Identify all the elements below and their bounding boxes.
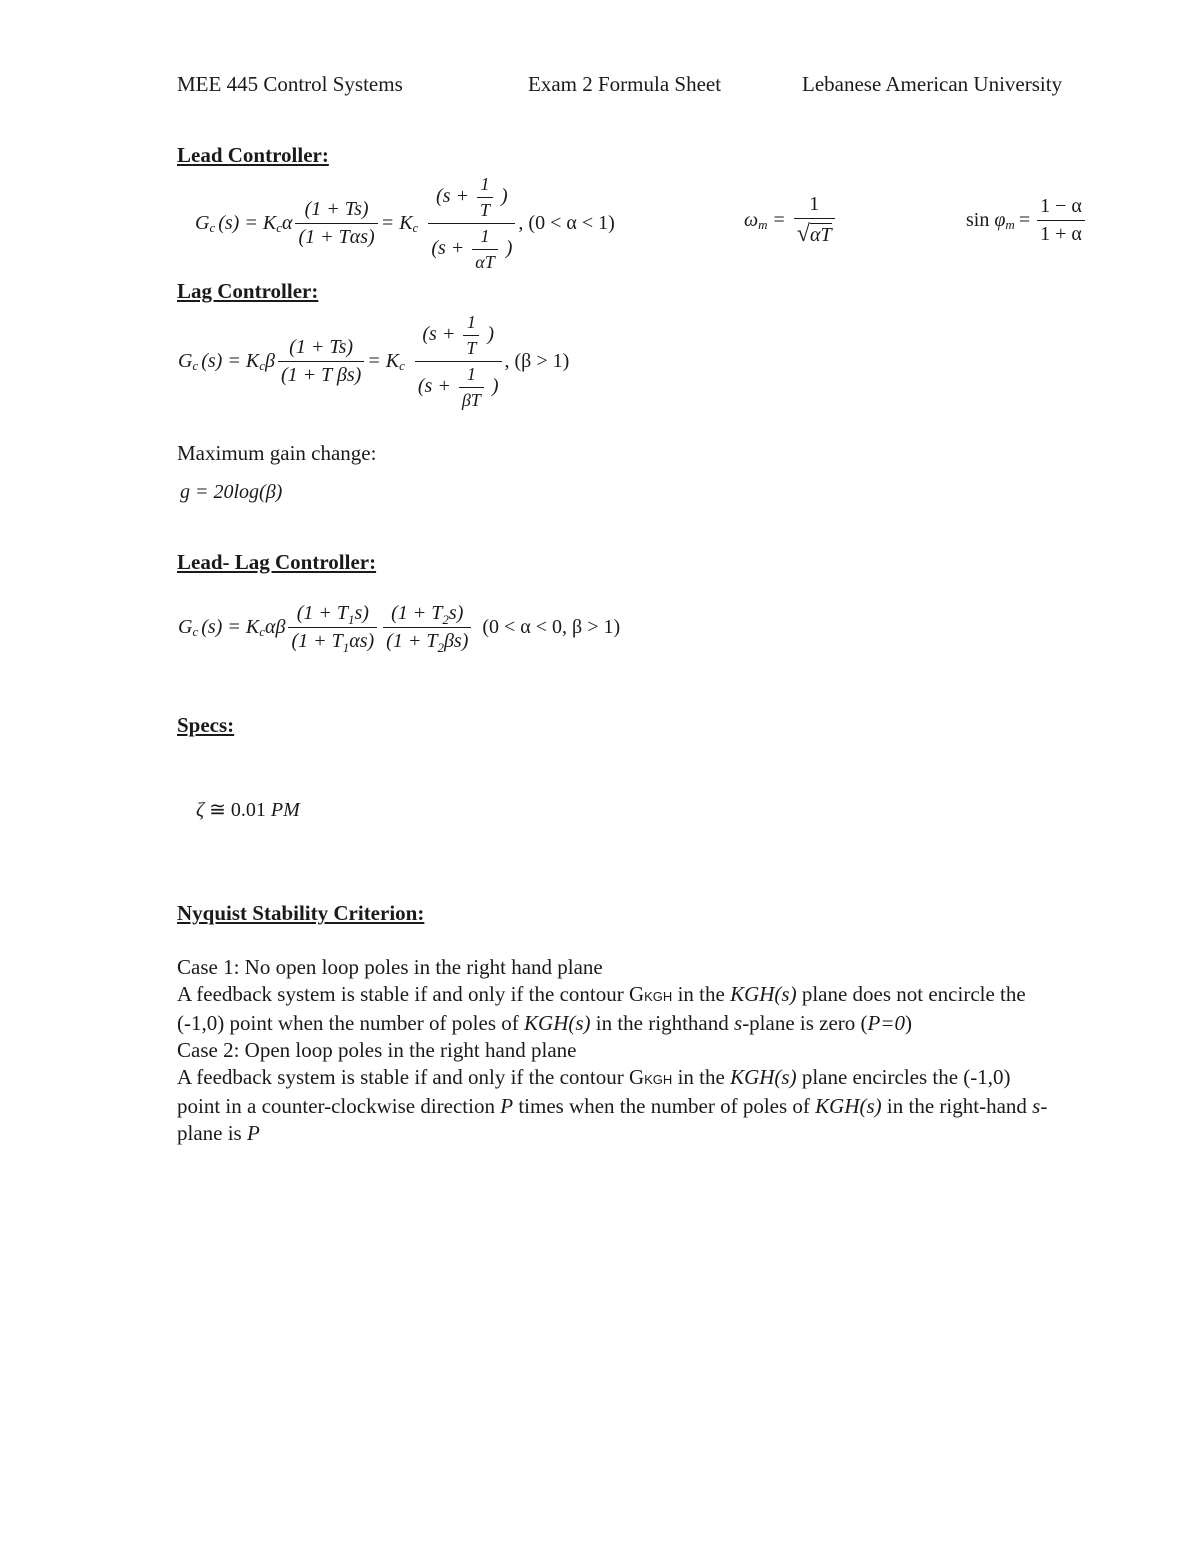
ll-num1-sub: 1	[347, 611, 355, 627]
case1-title: Case 1: No open loop poles in the right hand plane	[177, 955, 603, 979]
header-university: Lebanese American University	[802, 72, 1063, 96]
sin-text: sin	[966, 208, 990, 231]
leadlag-s-arg: (s) = K	[201, 615, 260, 638]
lead-den2-open: (s +	[431, 236, 465, 259]
omega-den: αT	[809, 223, 832, 246]
case2-kgh-2: KGH(s)	[815, 1094, 882, 1118]
lead-num2	[428, 174, 515, 223]
sin-fraction	[1037, 195, 1085, 246]
lead-gc-sub: c	[209, 220, 216, 235]
case2-a: A feedback system is stable if and only if the contour G	[177, 1065, 645, 1089]
sin-num: 1 − α	[1040, 194, 1082, 217]
case2-kgh-sub: KGH	[644, 1072, 673, 1087]
omega-eq: =	[773, 208, 785, 231]
lag-formula	[178, 306, 569, 416]
lead-condition: , (0 < α < 1)	[518, 211, 615, 234]
case2-p-end: P	[246, 1121, 260, 1145]
specs-pm: PM	[265, 799, 300, 821]
lead-kc-sub: c	[276, 220, 282, 235]
specs-heading: Specs:	[177, 713, 235, 737]
lead-num2-one: 1	[480, 173, 490, 194]
lead-sin-phi	[966, 190, 1088, 250]
case2-kgh: KGH(s)	[730, 1065, 797, 1089]
lag-den2-inner	[459, 364, 484, 411]
lag-fraction-2	[415, 312, 502, 411]
leadlag-fraction-2	[383, 602, 471, 653]
sin-eq: =	[1018, 208, 1031, 231]
ll-den2-sub: 2	[437, 639, 444, 655]
case1-s: s	[734, 1011, 743, 1035]
phi-sub: m	[1005, 217, 1015, 232]
lead-num2-inner	[477, 174, 493, 221]
ll-num1-end: s)	[354, 601, 369, 624]
lag-beta: β	[264, 349, 275, 372]
lag-den2-open: (s +	[417, 374, 451, 397]
lag-num2-T: T	[463, 335, 479, 359]
case1-p0: P=0	[867, 1011, 906, 1035]
lead-eq-k: = K	[380, 211, 413, 234]
case1-text	[177, 981, 1057, 1037]
lag-den1: (1 + T βs)	[278, 361, 364, 387]
case1-d: in the righthand	[590, 1011, 734, 1035]
lag-s-arg: (s) = K	[201, 349, 260, 372]
case1-a: A feedback system is stable if and only if the contour G	[177, 982, 645, 1006]
lead-num2-close: )	[501, 184, 508, 207]
ll-den2: (1 + T	[386, 629, 438, 652]
leadlag-kc-sub: c	[259, 624, 265, 639]
nyquist-heading: Nyquist Stability Criterion:	[177, 901, 425, 925]
nyquist-body	[177, 954, 1057, 1147]
ll-den2-end: βs)	[443, 629, 469, 652]
lead-s-arg: (s) = K	[218, 211, 277, 234]
lead-den1: (1 + Tαs)	[295, 223, 377, 249]
ll-den1-end: αs)	[349, 629, 375, 652]
ll-den1-sub: 1	[342, 639, 350, 655]
specs-approx: ≅ 0.01	[204, 799, 266, 821]
lead-num1: (1 + Ts)	[304, 197, 369, 220]
ll-num1: (1 + T	[296, 601, 348, 624]
lead-alpha: α	[281, 211, 293, 234]
case2-e: in the right-hand	[881, 1094, 1033, 1118]
case2-d: times when the number of poles of	[513, 1094, 816, 1118]
lead-den2-close: )	[505, 236, 513, 259]
lag-num2	[415, 312, 502, 361]
leadlag-formula	[178, 592, 620, 662]
leadlag-heading: Lead- Lag Controller:	[177, 550, 377, 574]
lead-num2-open: (s +	[436, 184, 469, 207]
lag-num2-inner	[463, 312, 479, 359]
sin-den: 1 + α	[1037, 220, 1085, 246]
lag-kc-sub: c	[259, 358, 265, 373]
lead-formula	[195, 168, 615, 278]
ll-num2: (1 + T	[391, 601, 443, 624]
case2-p: P	[500, 1094, 514, 1118]
lag-den2-betaT: βT	[459, 387, 484, 411]
sqrt-icon: √	[796, 220, 810, 247]
lead-den2-alphaT: αT	[472, 249, 497, 273]
lag-den2-close: )	[491, 374, 499, 397]
case2-title: Case 2: Open loop poles in the right hand plane	[177, 1038, 577, 1062]
leadlag-condition: (0 < α < 0, β > 1)	[482, 615, 621, 638]
case2-text	[177, 1064, 1057, 1147]
ll-num2-sub: 2	[442, 611, 449, 627]
gain-formula: g = 20log(β)	[180, 481, 283, 503]
ll-den1: (1 + T	[291, 629, 343, 652]
lag-kc2-sub: c	[399, 358, 405, 373]
case1-e: -plane is zero (	[742, 1011, 868, 1035]
omega-symbol: ω	[744, 208, 759, 231]
case1-kgh: KGH(s)	[730, 982, 797, 1006]
lead-heading: Lead Controller:	[177, 143, 329, 167]
lag-num2-open: (s +	[422, 322, 456, 345]
lag-num2-close: )	[487, 322, 495, 345]
case1-f: )	[905, 1011, 913, 1035]
lag-num2-one: 1	[466, 311, 476, 332]
case1-b: in the	[672, 982, 731, 1006]
lag-condition: , (β > 1)	[504, 349, 570, 372]
lag-gc: G	[178, 349, 193, 372]
lag-heading: Lag Controller:	[177, 279, 319, 303]
case2-b: in the	[672, 1065, 731, 1089]
case1-c: plane does not encircle the (-1,0) point when the number of poles of	[177, 982, 1026, 1035]
max-gain-label: Maximum gain change:	[177, 441, 377, 465]
omega-fraction	[794, 193, 835, 248]
lag-den2-one: 1	[466, 363, 476, 384]
lead-num2-T: T	[477, 197, 493, 221]
case1-kgh-sub: KGH	[644, 989, 673, 1004]
lead-fraction-2	[428, 174, 515, 273]
case2-s: s	[1032, 1094, 1041, 1118]
lead-omega-m	[744, 190, 838, 250]
lead-den2-one: 1	[480, 225, 490, 246]
lead-gc: G	[195, 211, 210, 234]
lag-fraction-1	[278, 336, 364, 387]
zeta-symbol: ζ	[196, 799, 205, 821]
lead-kc2-sub: c	[412, 220, 419, 235]
leadlag-gc-sub: c	[192, 624, 199, 639]
leadlag-alphabeta: αβ	[264, 615, 286, 638]
case2-f: -plane is	[177, 1094, 1048, 1145]
lag-eq-k: = K	[367, 349, 400, 372]
header-title: Exam 2 Formula Sheet	[528, 72, 722, 96]
case1-kgh-2: KGH(s)	[524, 1011, 591, 1035]
lag-den2	[415, 361, 502, 411]
omega-sub: m	[758, 217, 768, 232]
lag-num1: (1 + Ts)	[289, 335, 354, 358]
lead-den2-inner	[472, 226, 497, 273]
lead-den2	[428, 223, 515, 273]
specs-formula	[196, 797, 300, 822]
ll-num2-end: s)	[448, 601, 464, 624]
omega-num: 1	[809, 192, 820, 215]
header-course: MEE 445 Control Systems	[177, 72, 403, 96]
case2-c: plane encircles the (-1,0) point in a counter-clockwise direction	[177, 1065, 1011, 1118]
leadlag-gc: G	[178, 615, 193, 638]
lead-fraction-1	[295, 198, 377, 249]
leadlag-fraction-1	[288, 602, 377, 653]
phi-symbol: φ	[994, 208, 1006, 231]
lag-gc-sub: c	[192, 358, 199, 373]
